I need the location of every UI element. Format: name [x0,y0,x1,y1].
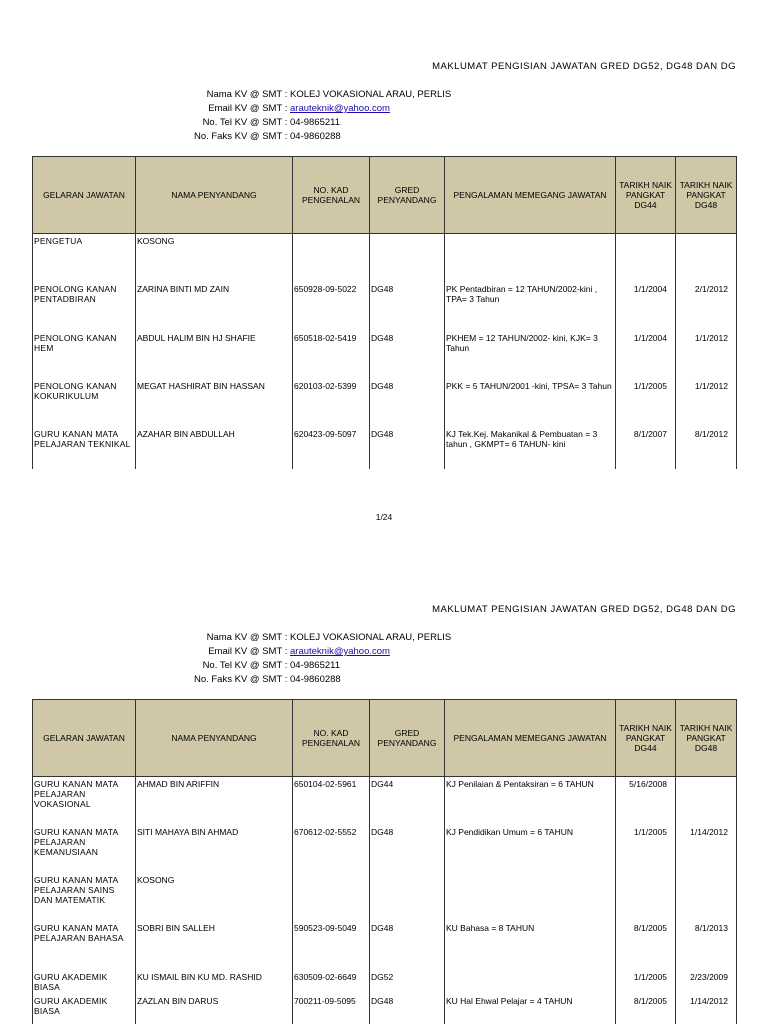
info-row-fax [150,673,451,687]
info-row-tel [150,659,451,673]
column-header: NAMA PENYANDANG [136,700,293,777]
cell-grade: DG48 [370,282,445,331]
cell-grade [370,234,445,282]
cell-grade: DG48 [370,994,445,1024]
page-number: 1/24 [375,512,393,522]
cell-promotion-dg44: 8/1/2005 [616,921,676,970]
info-label: Email KV @ SMT : [208,646,290,657]
institution-info [150,631,451,687]
cell-ic-number: 700211-09-5095 [293,994,370,1024]
cell-experience: KU Bahasa = 8 TAHUN [445,921,616,970]
cell-ic-number: 590523-09-5049 [293,921,370,970]
cell-promotion-dg48: 2/23/2009 [676,970,737,994]
cell-grade: DG48 [370,331,445,379]
cell-promotion-dg44 [616,234,676,282]
cell-holder-name: MEGAT HASHIRAT BIN HASSAN [136,379,293,427]
table-row [33,282,737,331]
info-label: No. Tel KV @ SMT : [202,660,290,671]
cell-ic-number: 670612-02-5552 [293,825,370,873]
info-value: 04-9860288 [290,674,341,685]
info-row-tel [150,116,451,130]
cell-position-title: GURU KANAN MATA PELAJARAN KEMANUSIAAN [33,825,136,873]
cell-promotion-dg48: 8/1/2013 [676,921,737,970]
table-row [33,427,737,469]
column-header: TARIKH NAIK PANGKAT DG48 [676,157,737,234]
column-header: GRED PENYANDANG [370,157,445,234]
cell-promotion-dg44: 5/16/2008 [616,777,676,825]
cell-position-title: GURU KANAN MATA PELAJARAN SAINS DAN MATEMATIK [33,873,136,921]
document-title: MAKLUMAT PENGISIAN JAWATAN GRED DG52, DG48 DAN DG [432,61,736,72]
info-row-fax [150,130,451,144]
cell-holder-name: KOSONG [136,234,293,282]
info-value: 04-9865211 [290,117,341,128]
position-table [32,156,737,469]
info-row-name [150,88,451,102]
cell-position-title: GURU AKADEMIK BIASA [33,994,136,1024]
cell-ic-number: 650518-02-5419 [293,331,370,379]
cell-position-title: GURU AKADEMIK BIASA [33,970,136,994]
cell-holder-name: SOBRI BIN SALLEH [136,921,293,970]
position-table [32,699,737,1024]
info-row-email [150,645,451,659]
table-body [33,777,737,1024]
cell-holder-name: SITI MAHAYA BIN AHMAD [136,825,293,873]
cell-holder-name: ZAZLAN BIN DARUS [136,994,293,1024]
cell-experience [445,234,616,282]
column-header: NAMA PENYANDANG [136,157,293,234]
cell-experience: KJ Tek.Kej. Makanikal & Pembuatan = 3 tahun , GKMPT= 6 TAHUN- kini [445,427,616,469]
cell-promotion-dg44: 1/1/2005 [616,379,676,427]
info-label: Nama KV @ SMT : [206,89,290,100]
column-header: NO. KAD PENGENALAN [293,157,370,234]
cell-holder-name: AHMAD BIN ARIFFIN [136,777,293,825]
cell-position-title: PENGETUA [33,234,136,282]
cell-grade: DG48 [370,379,445,427]
cell-ic-number: 650104-02-5961 [293,777,370,825]
cell-promotion-dg44: 1/1/2004 [616,331,676,379]
table-row [33,825,737,873]
info-value: 04-9865211 [290,660,341,671]
cell-holder-name: AZAHAR BIN ABDULLAH [136,427,293,469]
cell-grade: DG52 [370,970,445,994]
cell-promotion-dg44: 8/1/2005 [616,994,676,1024]
column-header: TARIKH NAIK PANGKAT DG48 [676,700,737,777]
cell-position-title: GURU KANAN MATA PELAJARAN BAHASA [33,921,136,970]
info-value: KOLEJ VOKASIONAL ARAU, PERLIS [290,89,452,100]
cell-position-title: GURU KANAN MATA PELAJARAN TEKNIKAL [33,427,136,469]
table-row [33,994,737,1024]
cell-promotion-dg48 [676,873,737,921]
column-header: GRED PENYANDANG [370,700,445,777]
cell-experience: KJ Penilaian & Pentaksiran = 6 TAHUN [445,777,616,825]
cell-promotion-dg48: 1/14/2012 [676,994,737,1024]
cell-ic-number: 630509-02-6649 [293,970,370,994]
table-row [33,331,737,379]
column-header: GELARAN JAWATAN [33,700,136,777]
institution-info [150,88,451,144]
page-2 [0,543,768,1024]
column-header: TARIKH NAIK PANGKAT DG44 [616,700,676,777]
cell-promotion-dg48: 8/1/2012 [676,427,737,469]
cell-promotion-dg48: 2/1/2012 [676,282,737,331]
info-row-name [150,631,451,645]
cell-experience [445,873,616,921]
table-row [33,873,737,921]
cell-experience: PKK = 5 TAHUN/2001 -kini, TPSA= 3 Tahun [445,379,616,427]
cell-holder-name: ZARINA BINTI MD ZAIN [136,282,293,331]
cell-grade: DG44 [370,777,445,825]
email-link[interactable]: arauteknik@yahoo.com [290,646,390,657]
cell-promotion-dg48: 1/1/2012 [676,331,737,379]
cell-experience [445,970,616,994]
cell-experience: PKHEM = 12 TAHUN/2002- kini, KJK= 3 Tahun [445,331,616,379]
cell-position-title: PENOLONG KANAN KOKURIKULUM [33,379,136,427]
cell-promotion-dg44 [616,873,676,921]
cell-position-title: PENOLONG KANAN PENTADBIRAN [33,282,136,331]
document-title: MAKLUMAT PENGISIAN JAWATAN GRED DG52, DG48 DAN DG [432,604,736,615]
table-row [33,777,737,825]
cell-experience: KJ Pendidikan Umum = 6 TAHUN [445,825,616,873]
cell-promotion-dg44: 1/1/2005 [616,825,676,873]
table-row [33,379,737,427]
info-row-email [150,102,451,116]
cell-ic-number: 620103-02-5399 [293,379,370,427]
cell-grade: DG48 [370,825,445,873]
cell-promotion-dg44: 8/1/2007 [616,427,676,469]
cell-promotion-dg48 [676,777,737,825]
cell-ic-number [293,873,370,921]
cell-promotion-dg44: 1/1/2004 [616,282,676,331]
info-label: No. Faks KV @ SMT : [193,131,290,142]
cell-grade: DG48 [370,427,445,469]
cell-promotion-dg44: 1/1/2005 [616,970,676,994]
table-header-row [33,157,737,234]
cell-promotion-dg48: 1/14/2012 [676,825,737,873]
cell-grade [370,873,445,921]
cell-ic-number: 650928-09-5022 [293,282,370,331]
info-value: KOLEJ VOKASIONAL ARAU, PERLIS [290,632,452,643]
info-label: No. Tel KV @ SMT : [202,117,290,128]
cell-holder-name: KOSONG [136,873,293,921]
email-link[interactable]: arauteknik@yahoo.com [290,103,390,114]
cell-experience: KU Hal Ehwal Pelajar = 4 TAHUN [445,994,616,1024]
column-header: PENGALAMAN MEMEGANG JAWATAN [445,700,616,777]
cell-promotion-dg48: 1/1/2012 [676,379,737,427]
table-row [33,970,737,994]
info-label: Nama KV @ SMT : [206,632,290,643]
table-body [33,234,737,469]
column-header: GELARAN JAWATAN [33,157,136,234]
cell-promotion-dg48 [676,234,737,282]
cell-ic-number [293,234,370,282]
cell-holder-name: ABDUL HALIM BIN HJ SHAFIE [136,331,293,379]
column-header: PENGALAMAN MEMEGANG JAWATAN [445,157,616,234]
cell-grade: DG48 [370,921,445,970]
table-header-row [33,700,737,777]
cell-position-title: PENOLONG KANAN HEM [33,331,136,379]
table-row [33,921,737,970]
cell-ic-number: 620423-09-5097 [293,427,370,469]
info-label: Email KV @ SMT : [208,103,290,114]
table-row [33,234,737,282]
cell-holder-name: KU ISMAIL BIN KU MD. RASHID [136,970,293,994]
cell-position-title: GURU KANAN MATA PELAJARAN VOKASIONAL [33,777,136,825]
info-value: 04-9860288 [290,131,341,142]
cell-experience: PK Pentadbiran = 12 TAHUN/2002-kini , TPA= 3 Tahun [445,282,616,331]
column-header: NO. KAD PENGENALAN [293,700,370,777]
info-label: No. Faks KV @ SMT : [193,674,290,685]
column-header: TARIKH NAIK PANGKAT DG44 [616,157,676,234]
